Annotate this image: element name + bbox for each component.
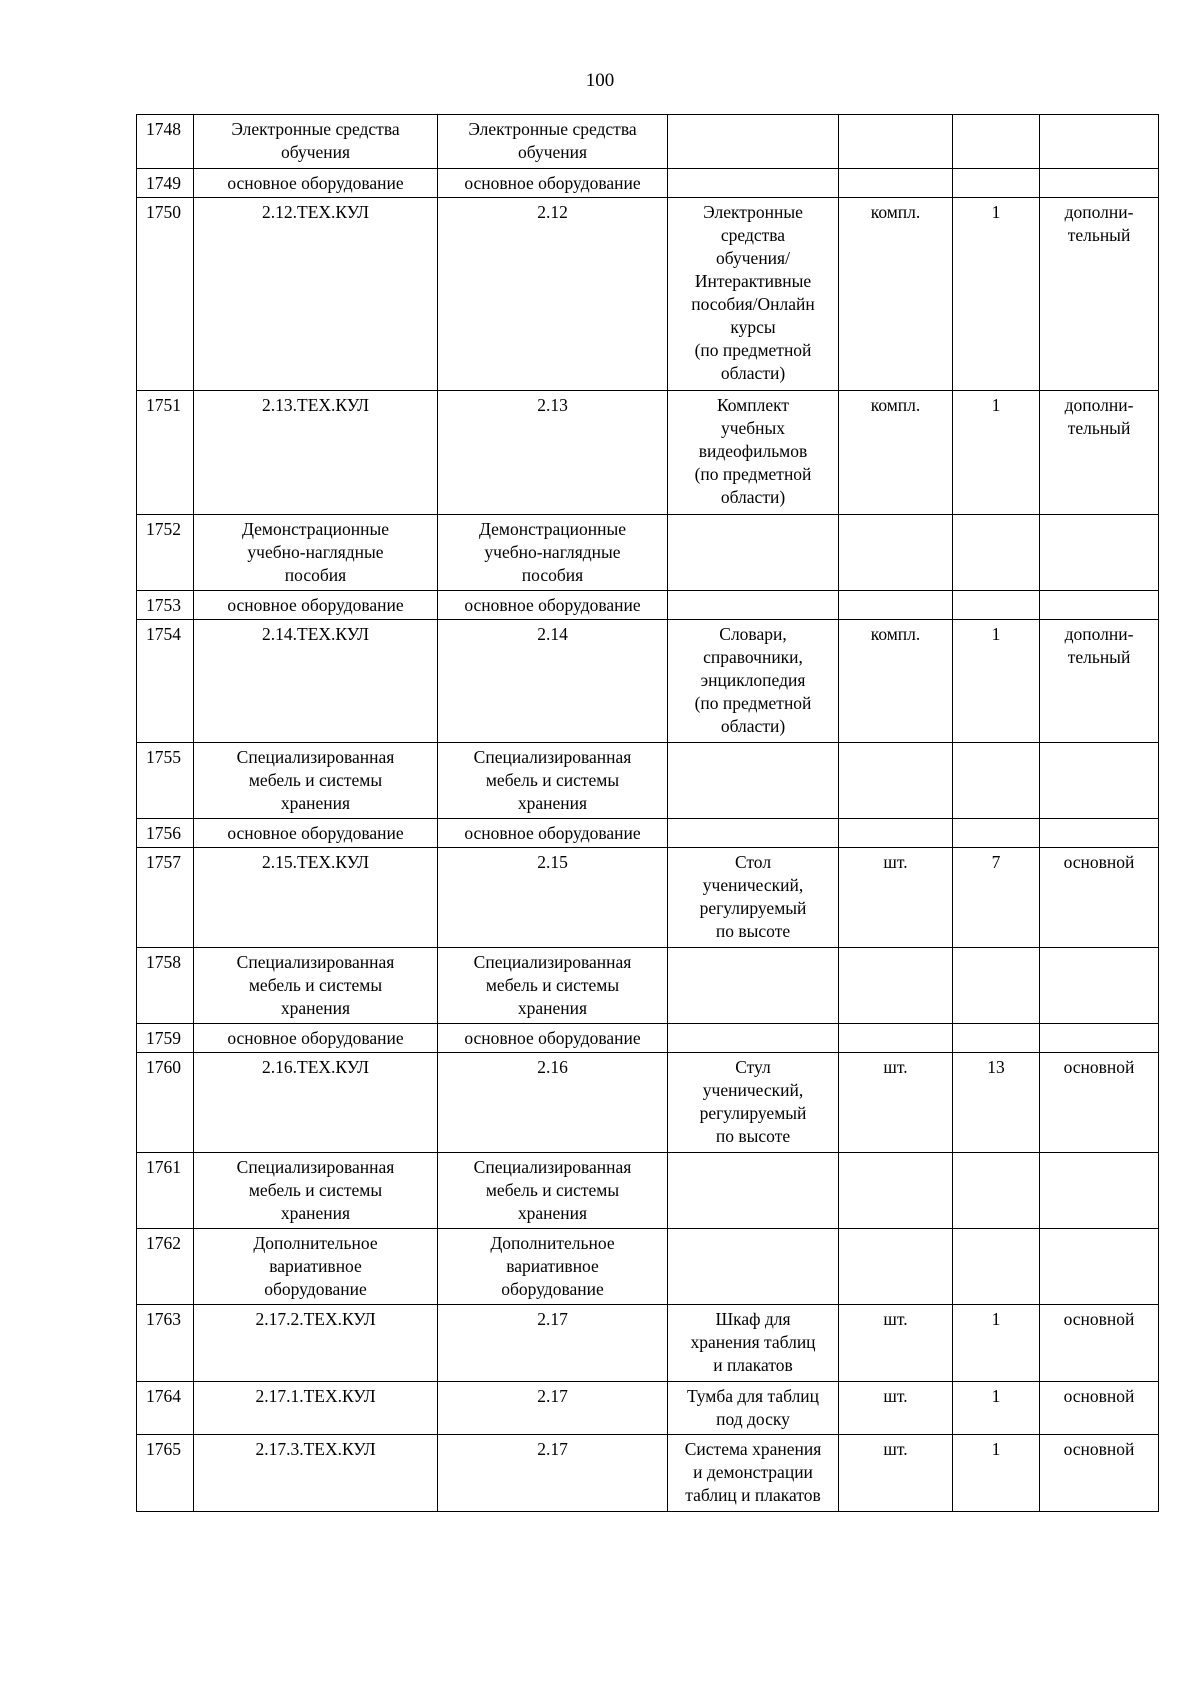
row-number: 1757: [137, 848, 194, 948]
item-name: Шкаф для хранения таблиц и плакатов: [668, 1305, 839, 1382]
table-row: [137, 620, 1159, 743]
item-quantity: [953, 819, 1040, 848]
item-name: Комплект учебных видеофильмов (по предметной области): [668, 391, 839, 515]
item-code: 2.13.ТЕХ.КУЛ: [194, 391, 438, 515]
row-number: 1764: [137, 1382, 194, 1435]
table-row: [137, 391, 1159, 515]
item-code: Специализированная мебель и системы хранения: [194, 948, 438, 1024]
item-quantity: [953, 948, 1040, 1024]
item-reference: Электронные средства обучения: [438, 115, 668, 169]
table-row: [137, 1053, 1159, 1153]
item-quantity: [953, 1153, 1040, 1229]
table-row: [137, 1305, 1159, 1382]
item-quantity: [953, 1229, 1040, 1305]
item-unit: [839, 1153, 953, 1229]
item-code: Специализированная мебель и системы хранения: [194, 743, 438, 819]
item-reference: основное оборудование: [438, 1024, 668, 1053]
table-row: [137, 1382, 1159, 1435]
item-name: [668, 819, 839, 848]
item-type: дополни- тельный: [1040, 391, 1159, 515]
item-quantity: [953, 115, 1040, 169]
item-unit: шт.: [839, 1382, 953, 1435]
row-number: 1762: [137, 1229, 194, 1305]
row-number: 1752: [137, 515, 194, 591]
item-code: основное оборудование: [194, 169, 438, 198]
table-row: [137, 115, 1159, 169]
item-type: [1040, 1024, 1159, 1053]
item-quantity: [953, 169, 1040, 198]
item-name: [668, 1229, 839, 1305]
item-name: Электронные средства обучения/ Интерактивные пособия/Онлайн курсы (по предметной области): [668, 198, 839, 391]
item-quantity: [953, 1024, 1040, 1053]
item-code: 2.14.ТЕХ.КУЛ: [194, 620, 438, 743]
item-quantity: [953, 591, 1040, 620]
row-number: 1765: [137, 1435, 194, 1512]
item-code: Демонстрационные учебно-наглядные пособия: [194, 515, 438, 591]
item-quantity: 1: [953, 1305, 1040, 1382]
item-code: основное оборудование: [194, 1024, 438, 1053]
table-row: [137, 743, 1159, 819]
table-row: [137, 819, 1159, 848]
item-reference: основное оборудование: [438, 169, 668, 198]
item-code: основное оборудование: [194, 591, 438, 620]
item-reference: 2.17: [438, 1382, 668, 1435]
item-quantity: 1: [953, 391, 1040, 515]
item-type: [1040, 169, 1159, 198]
item-type: основной: [1040, 848, 1159, 948]
item-name: Система хранения и демонстрации таблиц и плакатов: [668, 1435, 839, 1512]
item-type: [1040, 1229, 1159, 1305]
item-unit: шт.: [839, 1435, 953, 1512]
item-type: [1040, 743, 1159, 819]
item-reference: 2.14: [438, 620, 668, 743]
item-code: 2.17.1.ТЕХ.КУЛ: [194, 1382, 438, 1435]
item-unit: [839, 1229, 953, 1305]
item-name: [668, 1153, 839, 1229]
row-number: 1750: [137, 198, 194, 391]
row-number: 1749: [137, 169, 194, 198]
item-reference: 2.16: [438, 1053, 668, 1153]
row-number: 1761: [137, 1153, 194, 1229]
table-row: [137, 591, 1159, 620]
row-number: 1758: [137, 948, 194, 1024]
row-number: 1753: [137, 591, 194, 620]
item-type: [1040, 591, 1159, 620]
item-reference: основное оборудование: [438, 591, 668, 620]
item-code: основное оборудование: [194, 819, 438, 848]
row-number: 1754: [137, 620, 194, 743]
item-unit: шт.: [839, 848, 953, 948]
row-number: 1759: [137, 1024, 194, 1053]
item-type: дополни- тельный: [1040, 198, 1159, 391]
item-reference: 2.15: [438, 848, 668, 948]
item-type: [1040, 515, 1159, 591]
item-name: [668, 591, 839, 620]
item-type: [1040, 115, 1159, 169]
item-name: Стул ученический, регулируемый по высоте: [668, 1053, 839, 1153]
item-code: Дополнительное вариативное оборудование: [194, 1229, 438, 1305]
row-number: 1748: [137, 115, 194, 169]
item-name: Словари, справочники, энциклопедия (по предметной области): [668, 620, 839, 743]
item-unit: шт.: [839, 1305, 953, 1382]
row-number: 1751: [137, 391, 194, 515]
item-name: [668, 515, 839, 591]
table-row: [137, 1229, 1159, 1305]
row-number: 1760: [137, 1053, 194, 1153]
table-row: [137, 515, 1159, 591]
item-reference: 2.17: [438, 1305, 668, 1382]
item-code: 2.17.2.ТЕХ.КУЛ: [194, 1305, 438, 1382]
row-number: 1756: [137, 819, 194, 848]
row-number: 1763: [137, 1305, 194, 1382]
item-code: 2.17.3.ТЕХ.КУЛ: [194, 1435, 438, 1512]
item-reference: Специализированная мебель и системы хранения: [438, 948, 668, 1024]
item-code: 2.16.ТЕХ.КУЛ: [194, 1053, 438, 1153]
page-number: 100: [585, 70, 615, 91]
item-name: [668, 948, 839, 1024]
row-number: 1755: [137, 743, 194, 819]
item-code: Электронные средства обучения: [194, 115, 438, 169]
item-reference: Дополнительное вариативное оборудование: [438, 1229, 668, 1305]
table-row: [137, 1435, 1159, 1512]
item-unit: [839, 948, 953, 1024]
item-name: Тумба для таблиц под доску: [668, 1382, 839, 1435]
item-name: [668, 1024, 839, 1053]
item-reference: Специализированная мебель и системы хранения: [438, 1153, 668, 1229]
item-unit: [839, 115, 953, 169]
item-quantity: 7: [953, 848, 1040, 948]
item-name: [668, 169, 839, 198]
item-reference: 2.17: [438, 1435, 668, 1512]
item-unit: [839, 169, 953, 198]
table-row: [137, 1153, 1159, 1229]
item-code: Специализированная мебель и системы хранения: [194, 1153, 438, 1229]
item-unit: компл.: [839, 391, 953, 515]
item-name: [668, 115, 839, 169]
item-type: основной: [1040, 1053, 1159, 1153]
item-unit: компл.: [839, 620, 953, 743]
item-unit: [839, 591, 953, 620]
table-row: [137, 1024, 1159, 1053]
item-type: [1040, 819, 1159, 848]
item-type: дополни- тельный: [1040, 620, 1159, 743]
item-code: 2.12.ТЕХ.КУЛ: [194, 198, 438, 391]
item-reference: 2.13: [438, 391, 668, 515]
item-unit: компл.: [839, 198, 953, 391]
item-name: Стол ученический, регулируемый по высоте: [668, 848, 839, 948]
equipment-table: [136, 114, 1159, 1512]
item-unit: шт.: [839, 1053, 953, 1153]
item-code: 2.15.ТЕХ.КУЛ: [194, 848, 438, 948]
item-quantity: 1: [953, 1382, 1040, 1435]
item-type: основной: [1040, 1305, 1159, 1382]
item-unit: [839, 1024, 953, 1053]
item-quantity: [953, 515, 1040, 591]
item-unit: [839, 743, 953, 819]
item-type: [1040, 948, 1159, 1024]
item-quantity: 1: [953, 1435, 1040, 1512]
item-name: [668, 743, 839, 819]
table-row: [137, 169, 1159, 198]
item-quantity: 13: [953, 1053, 1040, 1153]
item-reference: Демонстрационные учебно-наглядные пособия: [438, 515, 668, 591]
table-row: [137, 198, 1159, 391]
item-type: основной: [1040, 1435, 1159, 1512]
item-quantity: [953, 743, 1040, 819]
item-quantity: 1: [953, 620, 1040, 743]
table-row: [137, 948, 1159, 1024]
item-unit: [839, 819, 953, 848]
item-unit: [839, 515, 953, 591]
item-type: [1040, 1153, 1159, 1229]
item-quantity: 1: [953, 198, 1040, 391]
item-reference: Специализированная мебель и системы хранения: [438, 743, 668, 819]
table-row: [137, 848, 1159, 948]
item-reference: 2.12: [438, 198, 668, 391]
item-reference: основное оборудование: [438, 819, 668, 848]
item-type: основной: [1040, 1382, 1159, 1435]
